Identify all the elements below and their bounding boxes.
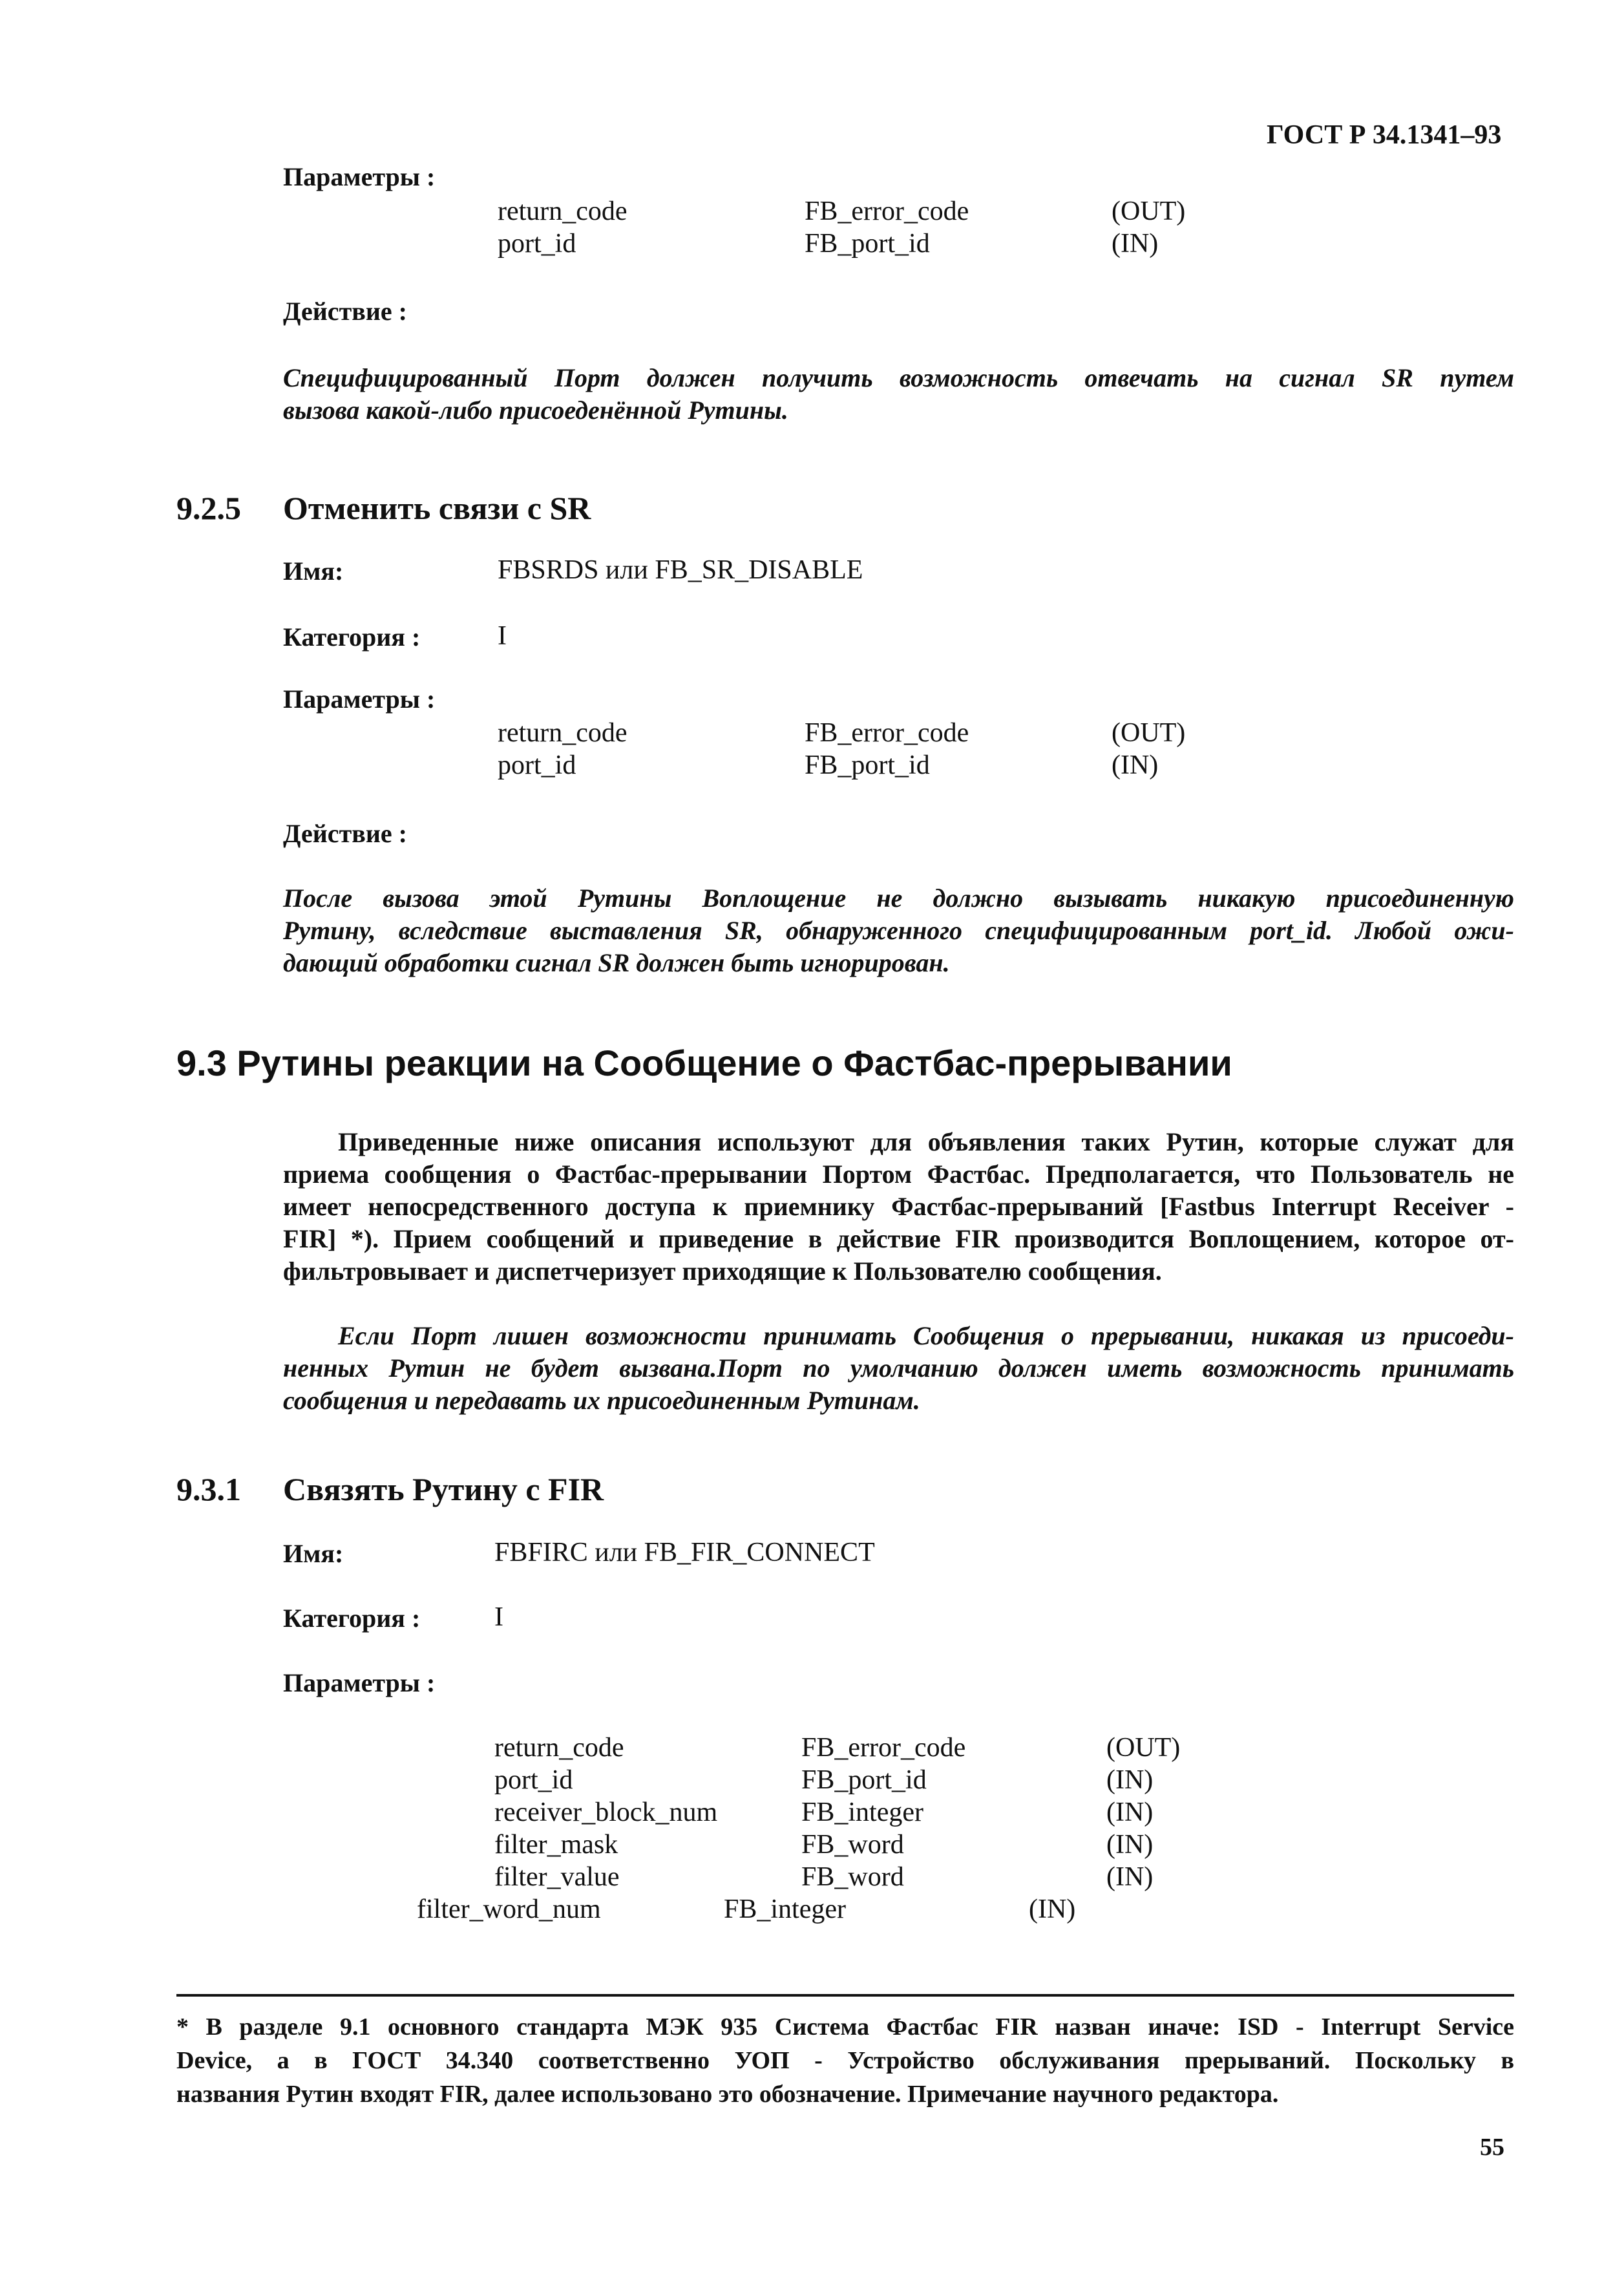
category-label-931: Категория : xyxy=(283,1604,421,1633)
text-line: Специфицированный Порт должен получить возможность отвечать на сигнал SR путем xyxy=(283,363,1514,392)
param-name: port_id xyxy=(498,229,576,259)
param-dir: (IN) xyxy=(1106,1765,1154,1795)
section-93-paragraph-1 xyxy=(283,1126,1514,1288)
param-dir: (OUT) xyxy=(1112,196,1186,226)
param-dir: (IN) xyxy=(1112,750,1159,780)
category-value-931: I xyxy=(494,1602,503,1632)
text-line: Если Порт лишен возможности принимать Сообщения о прерывании, никакая из присоеди- xyxy=(338,1321,1514,1350)
param-type: FB_port_id xyxy=(805,229,930,259)
footnote-rule xyxy=(176,1994,1514,1997)
param-dir: (OUT) xyxy=(1112,718,1186,748)
category-label-925: Категория : xyxy=(283,622,421,652)
text-line: приема сообщения о Фастбас-прерывании Портом Фастбас. Предполагается, что Пользователь не xyxy=(283,1160,1514,1189)
section-number-925: 9.2.5 xyxy=(176,490,241,526)
param-type: FB_port_id xyxy=(805,750,930,780)
param-dir: (IN) xyxy=(1112,229,1159,259)
param-type: FB_error_code xyxy=(805,196,969,226)
param-name: port_id xyxy=(498,750,576,780)
param-type: FB_error_code xyxy=(805,718,969,748)
text-line: Device, а в ГОСТ 34.340 соответственно УОП - Устройство обслуживания прерываний. Поскольку в xyxy=(176,2047,1514,2074)
section-title-93: 9.3 Рутины реакции на Сообщение о Фастбас-прерывании xyxy=(176,1043,1232,1083)
text-line: дающий обработки сигнал SR должен быть игнорирован. xyxy=(283,948,950,977)
text-line: После вызова этой Рутины Воплощение не должно вызывать никакую присоединенную xyxy=(283,884,1514,913)
text-line: Рутину, вследствие выставления SR, обнаруженного специфицированным port_id. Любой ожи- xyxy=(283,916,1514,945)
param-name: receiver_block_num xyxy=(494,1798,718,1827)
name-label-931: Имя: xyxy=(283,1539,344,1568)
page-number: 55 xyxy=(1480,2134,1504,2161)
params-label-top: Параметры : xyxy=(283,162,436,191)
param-name: return_code xyxy=(494,1733,624,1763)
param-type: FB_word xyxy=(801,1862,904,1892)
name-value-925: FBSRDS или FB_SR_DISABLE xyxy=(498,555,863,585)
param-dir: (IN) xyxy=(1106,1798,1154,1827)
action-text-top xyxy=(283,362,1514,427)
param-type: FB_word xyxy=(801,1830,904,1860)
text-line: сообщения и передавать их присоединенным Рутинам. xyxy=(283,1386,920,1415)
text-line: Приведенные ниже описания используют для объявления таких Рутин, которые служат для xyxy=(338,1127,1514,1156)
param-dir: (IN) xyxy=(1029,1894,1076,1924)
param-name: return_code xyxy=(498,196,627,226)
param-name: return_code xyxy=(498,718,627,748)
param-type: FB_integer xyxy=(801,1798,923,1827)
param-type: FB_port_id xyxy=(801,1765,927,1795)
text-line: * В разделе 9.1 основного стандарта МЭК 935 Система Фастбас FIR назван иначе: ISD - Interrupt Service xyxy=(176,2013,1514,2041)
param-name: filter_word_num xyxy=(417,1894,601,1924)
section-title-931: Связять Рутину с FIR xyxy=(283,1471,604,1507)
text-line: фильтровывает и диспетчеризует приходящие к Пользователю сообщения. xyxy=(283,1257,1162,1286)
standard-header: ГОСТ Р 34.1341–93 xyxy=(1267,120,1502,150)
name-value-931: FBFIRC или FB_FIR_CONNECT xyxy=(494,1538,875,1567)
param-name: filter_mask xyxy=(494,1830,618,1860)
action-label-925: Действие : xyxy=(283,819,407,848)
name-label-925: Имя: xyxy=(283,557,344,586)
text-line: названия Рутин входят FIR, далее использовано это обозначение. Примечание научного редактора. xyxy=(176,2081,1279,2108)
params-label-931: Параметры : xyxy=(283,1668,436,1697)
text-line: вызова какой-либо присоеденённой Рутины. xyxy=(283,396,788,425)
action-label-top: Действие : xyxy=(283,297,407,326)
action-text-925 xyxy=(283,882,1514,979)
params-label-925: Параметры : xyxy=(283,684,436,714)
section-title-925: Отменить связи с SR xyxy=(283,490,591,526)
text-line: ненных Рутин не будет вызвана.Порт по умолчанию должен иметь возможность принимать xyxy=(283,1353,1514,1383)
param-dir: (IN) xyxy=(1106,1862,1154,1892)
param-name: port_id xyxy=(494,1765,573,1795)
param-dir: (IN) xyxy=(1106,1830,1154,1860)
category-value-925: I xyxy=(498,621,507,651)
section-93-paragraph-2 xyxy=(283,1320,1514,1417)
section-number-931: 9.3.1 xyxy=(176,1471,241,1507)
text-line: FIR] *). Прием сообщений и приведение в действие FIR производится Воплощением, которое от- xyxy=(283,1224,1514,1253)
param-type: FB_error_code xyxy=(801,1733,966,1763)
param-dir: (OUT) xyxy=(1106,1733,1181,1763)
text-line: имеет непосредственного доступа к приемнику Фастбас-прерываний [Fastbus Interrupt Receiver - xyxy=(283,1192,1514,1221)
footnote xyxy=(176,2010,1514,2111)
param-type: FB_integer xyxy=(724,1894,846,1924)
param-name: filter_value xyxy=(494,1862,620,1892)
